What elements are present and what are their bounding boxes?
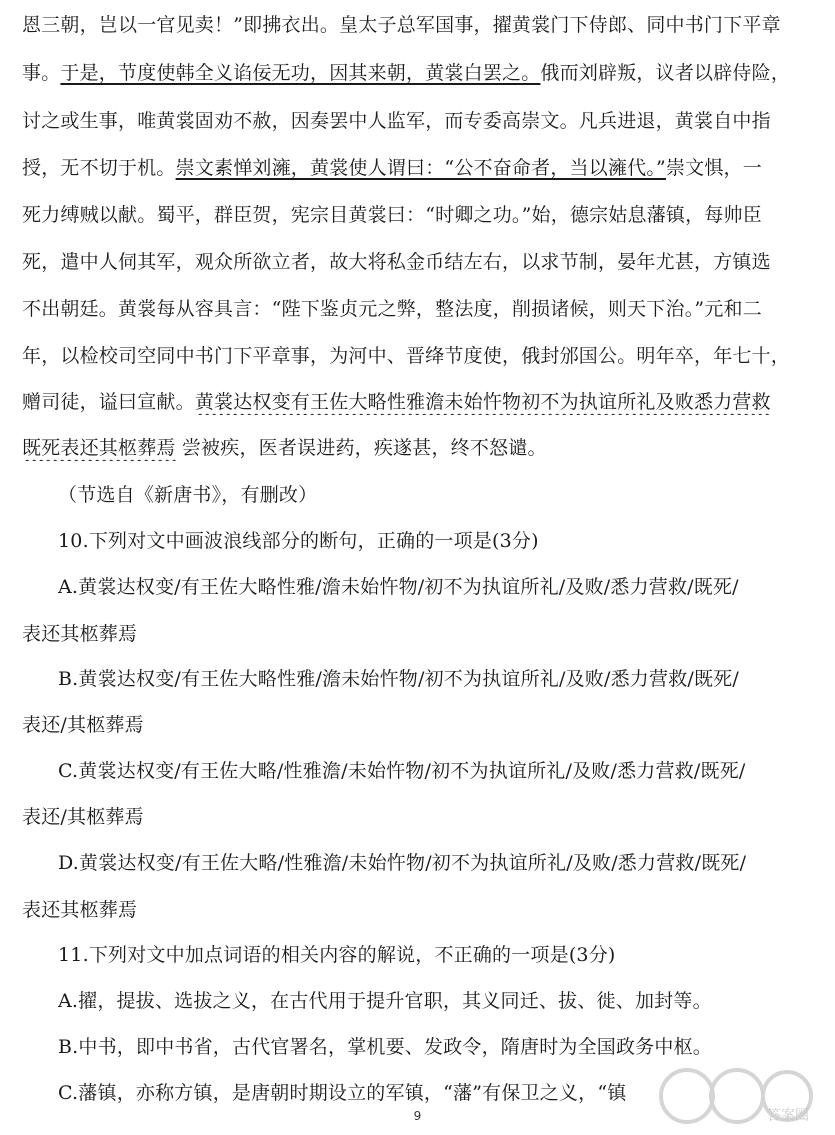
question-10-stem: 10.下列对文中画波浪线部分的断句，正确的一项是(3分): [58, 530, 539, 552]
wavy-underlined-text-2: 既死表还其柩葬焉: [22, 437, 176, 459]
passage-line-9: [22, 389, 822, 415]
passage-line-2-rest: 俄而刘辟叛，议者以辟侍险，: [540, 62, 791, 84]
passage-line-4-rest: 崇文惧，一: [665, 157, 762, 179]
question-10-option-d-cont: 表还其柩葬焉: [22, 899, 138, 921]
question-11-option-a: A.擢，提拔、选拔之义，在古代用于提升官职，其义同迁、拔、徙、加封等。: [58, 990, 712, 1012]
watermark-text: 答案圈: [767, 1108, 809, 1124]
question-11-option-b: B.中书，即中书省，古代官署名，掌机要、发政令，隋唐时为全国政务中枢。: [58, 1036, 713, 1058]
passage-line-4-prefix: 授，无不切于机。: [22, 157, 176, 179]
passage-line-3: 讨之或生事，唯黄裳固劝不赦，因奏罢中人监军，而专委高崇文。凡兵进退，黄裳自中指: [22, 110, 771, 132]
question-10-option-b: B.黄裳达权变/有王佐大略性雅/澹未始忤物/初不为执谊所礼/及败/悉力营救/既死/: [58, 668, 740, 690]
question-10-option-c: C.黄裳达权变/有王佐大略/性雅澹/未始忤物/初不为执谊所礼/及败/悉力营救/既死/: [58, 760, 746, 782]
passage-line-5: 死力缚贼以献。蜀平，群臣贺，宪宗目黄裳曰：“时卿之功。”始，德宗姑息藩镇，每帅臣: [22, 204, 762, 226]
passage-line-10: [22, 435, 822, 461]
passage-line-2-prefix: 事。: [22, 62, 61, 84]
underlined-sentence-1: 于是，节度使韩全义谄佞无功，因其来朝，黄裳白罢之。: [60, 62, 541, 84]
question-10-option-a: A.黄裳达权变/有王佐大略性雅/澹未始忤物/初不为执谊所礼/及败/悉力营救/既死/: [58, 576, 739, 598]
underlined-sentence-2: 崇文素惮刘澭，黄裳使人谓曰：“公不奋命者，当以澭代。”: [175, 157, 666, 179]
passage-line-4: [22, 155, 822, 181]
wavy-underlined-text-1: 黄裳达权变有王佐大略性雅澹未始忤物初不为执谊所礼及败悉力营救: [194, 391, 771, 413]
question-10-option-d: D.黄裳达权变/有王佐大略/性雅澹/未始忤物/初不为执谊所礼/及败/悉力营救/既死/: [58, 852, 747, 874]
passage-line-1: 恩三朝，岂以一官见卖！”即拂衣出。皇太子总军国事，擢黄裳门下侍郎、同中书门下平章: [22, 14, 781, 36]
passage-line-7: 不出朝廷。黄裳每从容具言：“陛下鉴贞元之弊，整法度，削损诸候，则天下治。”元和二: [22, 298, 762, 320]
question-11-stem: 11.下列对文中加点词语的相关内容的解说，不正确的一项是(3分): [58, 944, 616, 966]
page-number: 9: [413, 1109, 422, 1123]
source-citation: （节选自《新唐书》，有删改）: [58, 484, 318, 506]
question-11-option-c: C.藩镇，亦称方镇，是唐朝时期设立的军镇，“藩”有保卫之义，“镇: [58, 1082, 627, 1104]
passage-line-8: 年，以检校司空同中书门下平章事，为河中、晋绛节度使，俄封邠国公。明年卒，年七十，: [22, 345, 791, 367]
question-10-option-b-cont: 表还/其柩葬焉: [22, 714, 144, 736]
passage-line-2: [22, 60, 822, 86]
passage-line-6: 死，遣中人伺其军，观众所欲立者，故大将私金币结左右，以求节制，晏年尤甚，方镇选: [22, 251, 771, 273]
passage-line-10-rest: 尝被疾，医者误进药，疾遂甚，终不怒谴。: [175, 437, 547, 459]
question-10-option-a-cont: 表还其柩葬焉: [22, 623, 138, 645]
question-10-option-c-cont: 表还/其柩葬焉: [22, 806, 144, 828]
passage-line-9-prefix: 赠司徒，谥曰宣献。: [22, 391, 195, 413]
